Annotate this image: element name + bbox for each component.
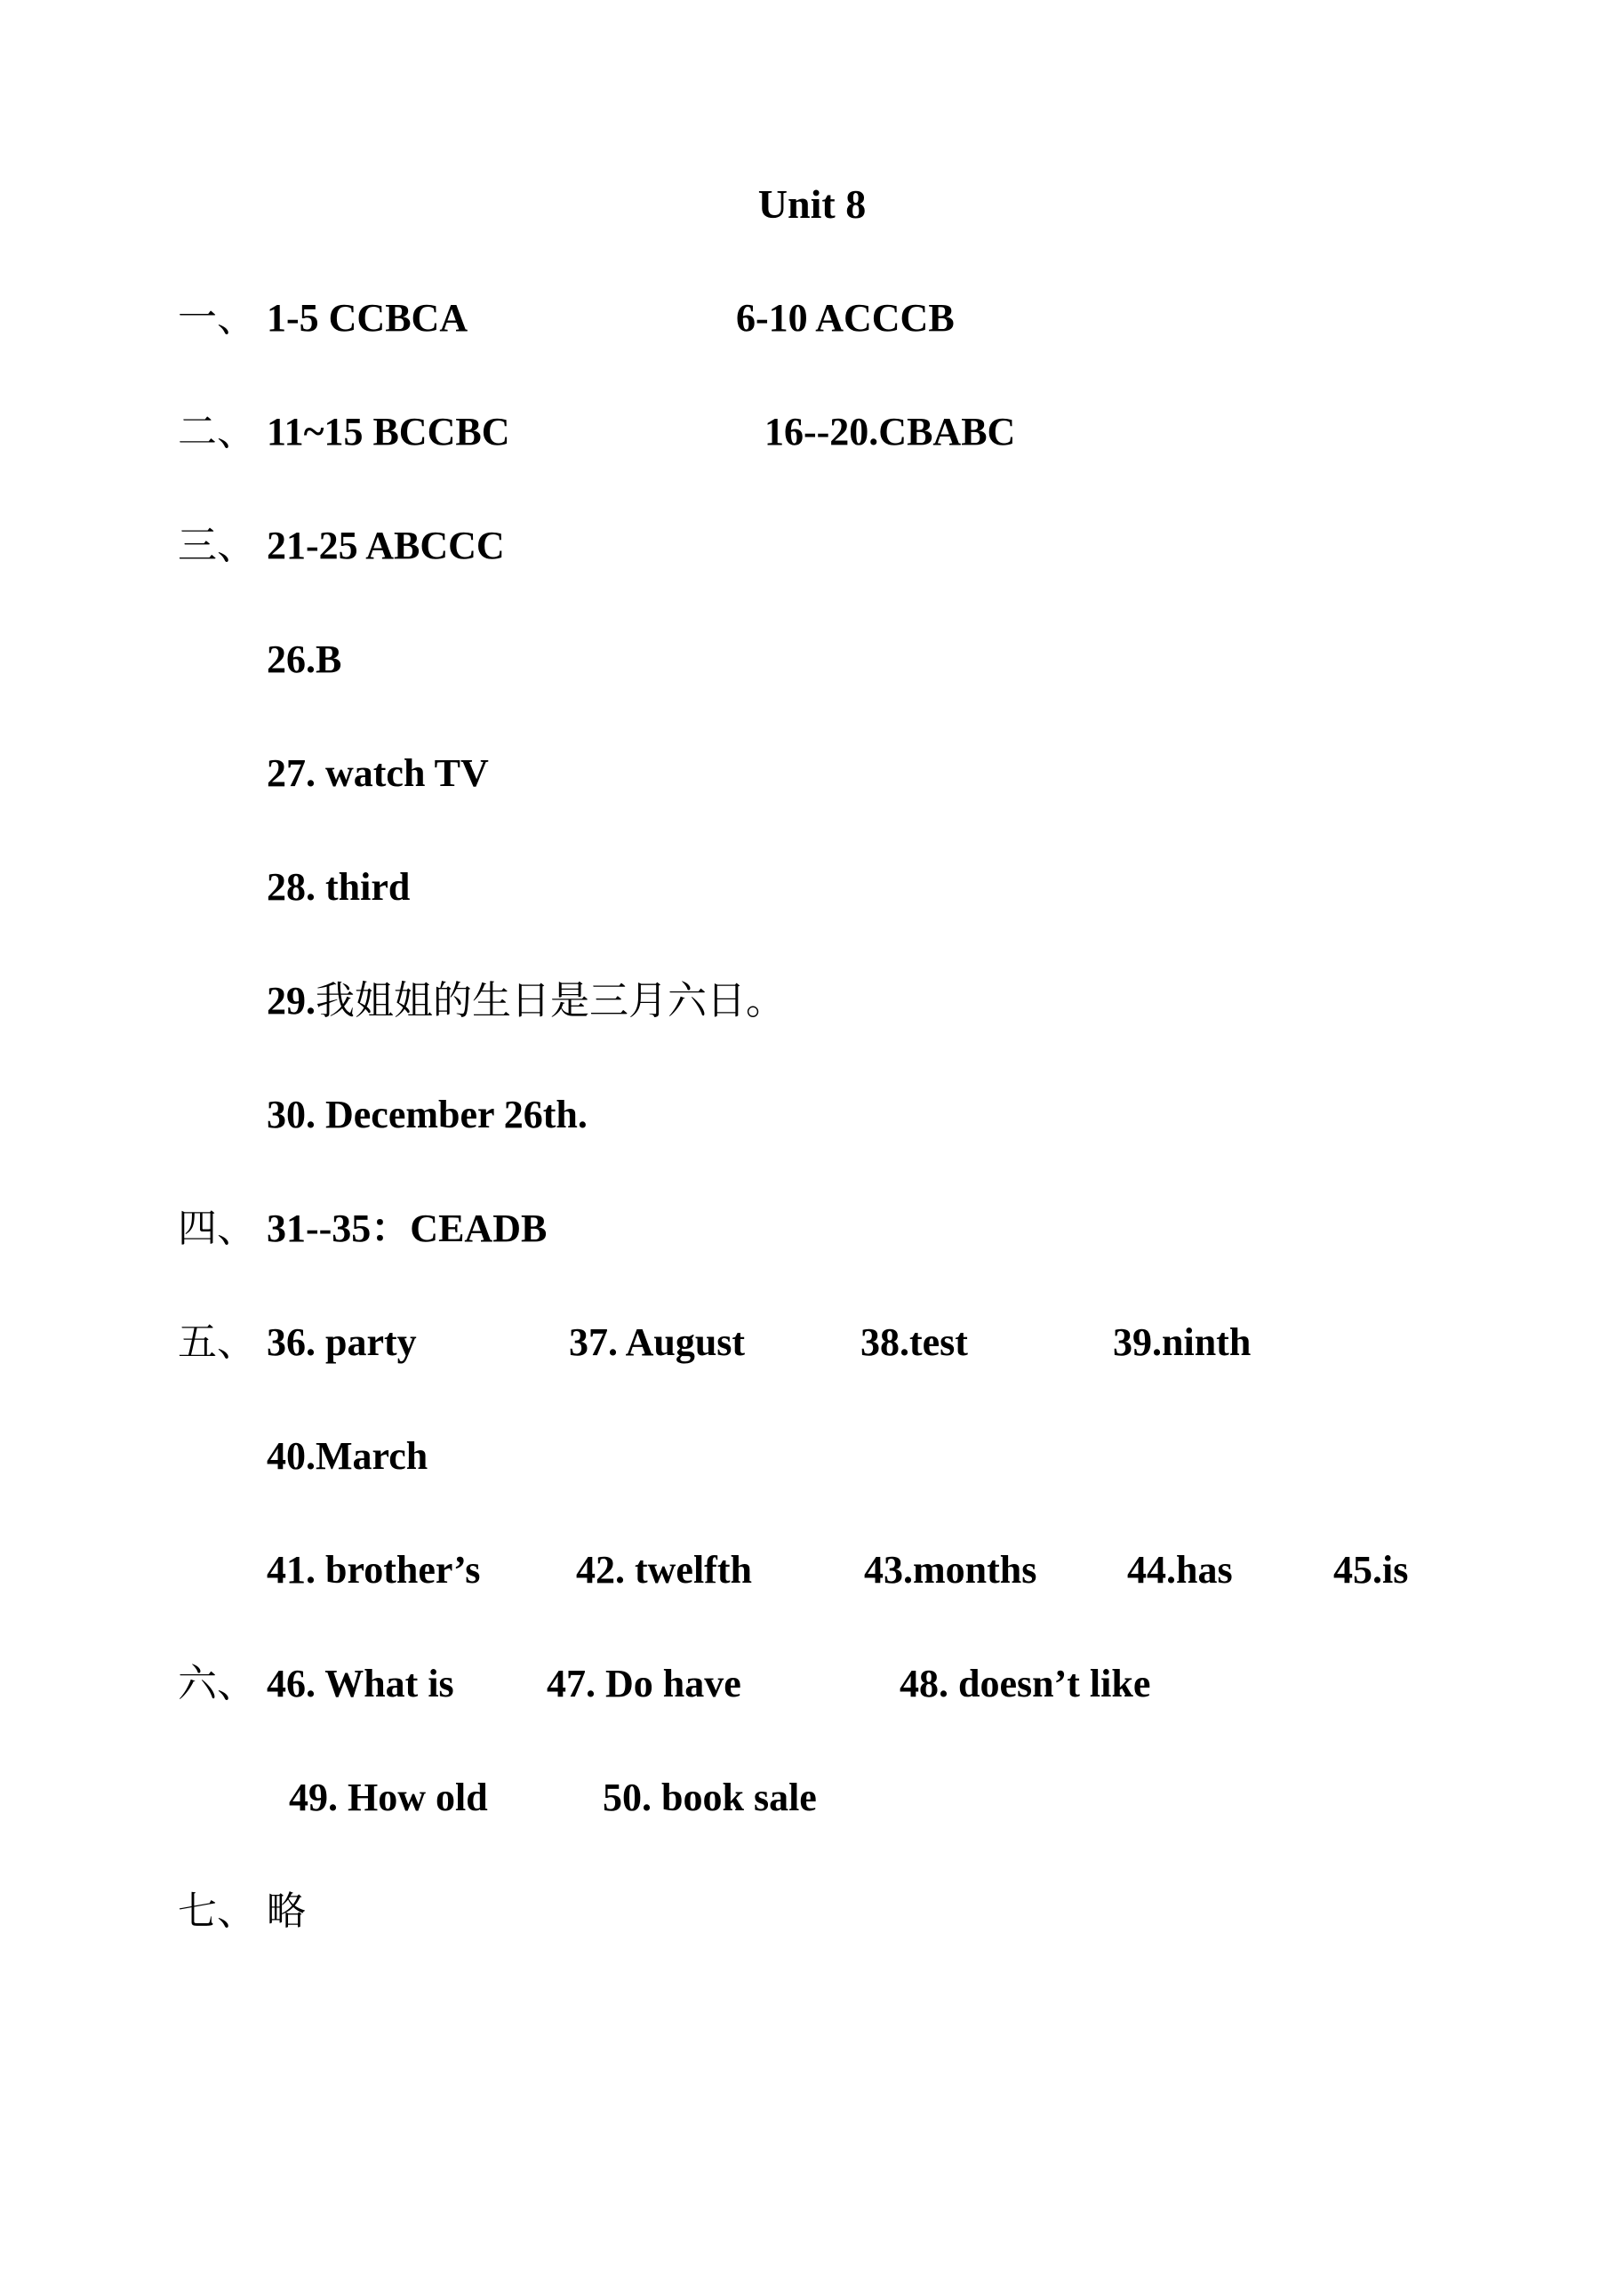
section-marker-7: 七、 [178,1889,256,1934]
answer-44: 44.has [1127,1548,1233,1592]
answer-47: 47. Do have [547,1662,741,1705]
section-marker-4: 四、 [178,1206,256,1251]
answer-46: 46. What is [267,1662,454,1705]
answer-50: 50. book sale [603,1776,817,1819]
answer-40: 40.March [267,1434,428,1478]
answer-31-35: 31--35：CEADB [267,1207,548,1250]
answer-26: 26.B [267,638,342,681]
answer-1-5: 1-5 CCBCA [267,296,468,340]
answer-6-10: 6-10 ACCCB [736,296,955,340]
answer-29-text: 我姐姐的生日是三月六日。 [316,978,785,1023]
answer-27: 27. watch TV [267,751,489,795]
answer-11-15: 11~15 BCCBC [267,410,510,453]
answer-45: 45.is [1333,1548,1409,1592]
answer-29 [267,978,785,1023]
answer-38: 38.test [860,1320,968,1364]
answer-41: 41. brother’s [267,1548,481,1592]
answer-37: 37. August [569,1320,746,1364]
section-marker-6: 六、 [178,1661,256,1706]
answer-30: 30. December 26th. [267,1093,588,1136]
answer-21-25: 21-25 ABCCC [267,524,505,567]
page-title: Unit 8 [757,181,867,227]
section-marker-2: 二、 [178,409,256,454]
answer-39: 39.ninth [1113,1320,1252,1364]
answer-16-20: 16--20.CBABC [764,410,1016,453]
section-marker-5: 五、 [178,1319,256,1365]
answer-29-number: 29. [267,979,316,1023]
section-marker-3: 三、 [178,523,256,568]
answer-48: 48. doesn’t like [900,1662,1151,1705]
answer-42: 42. twelfth [576,1548,752,1592]
answer-49: 49. How old [289,1776,488,1819]
section-marker-1: 一、 [178,295,256,341]
answer-43: 43.months [864,1548,1037,1592]
answer-28: 28. third [267,865,411,909]
answer-36: 36. party [267,1320,417,1364]
answer-7-omitted: 略 [267,1889,306,1934]
